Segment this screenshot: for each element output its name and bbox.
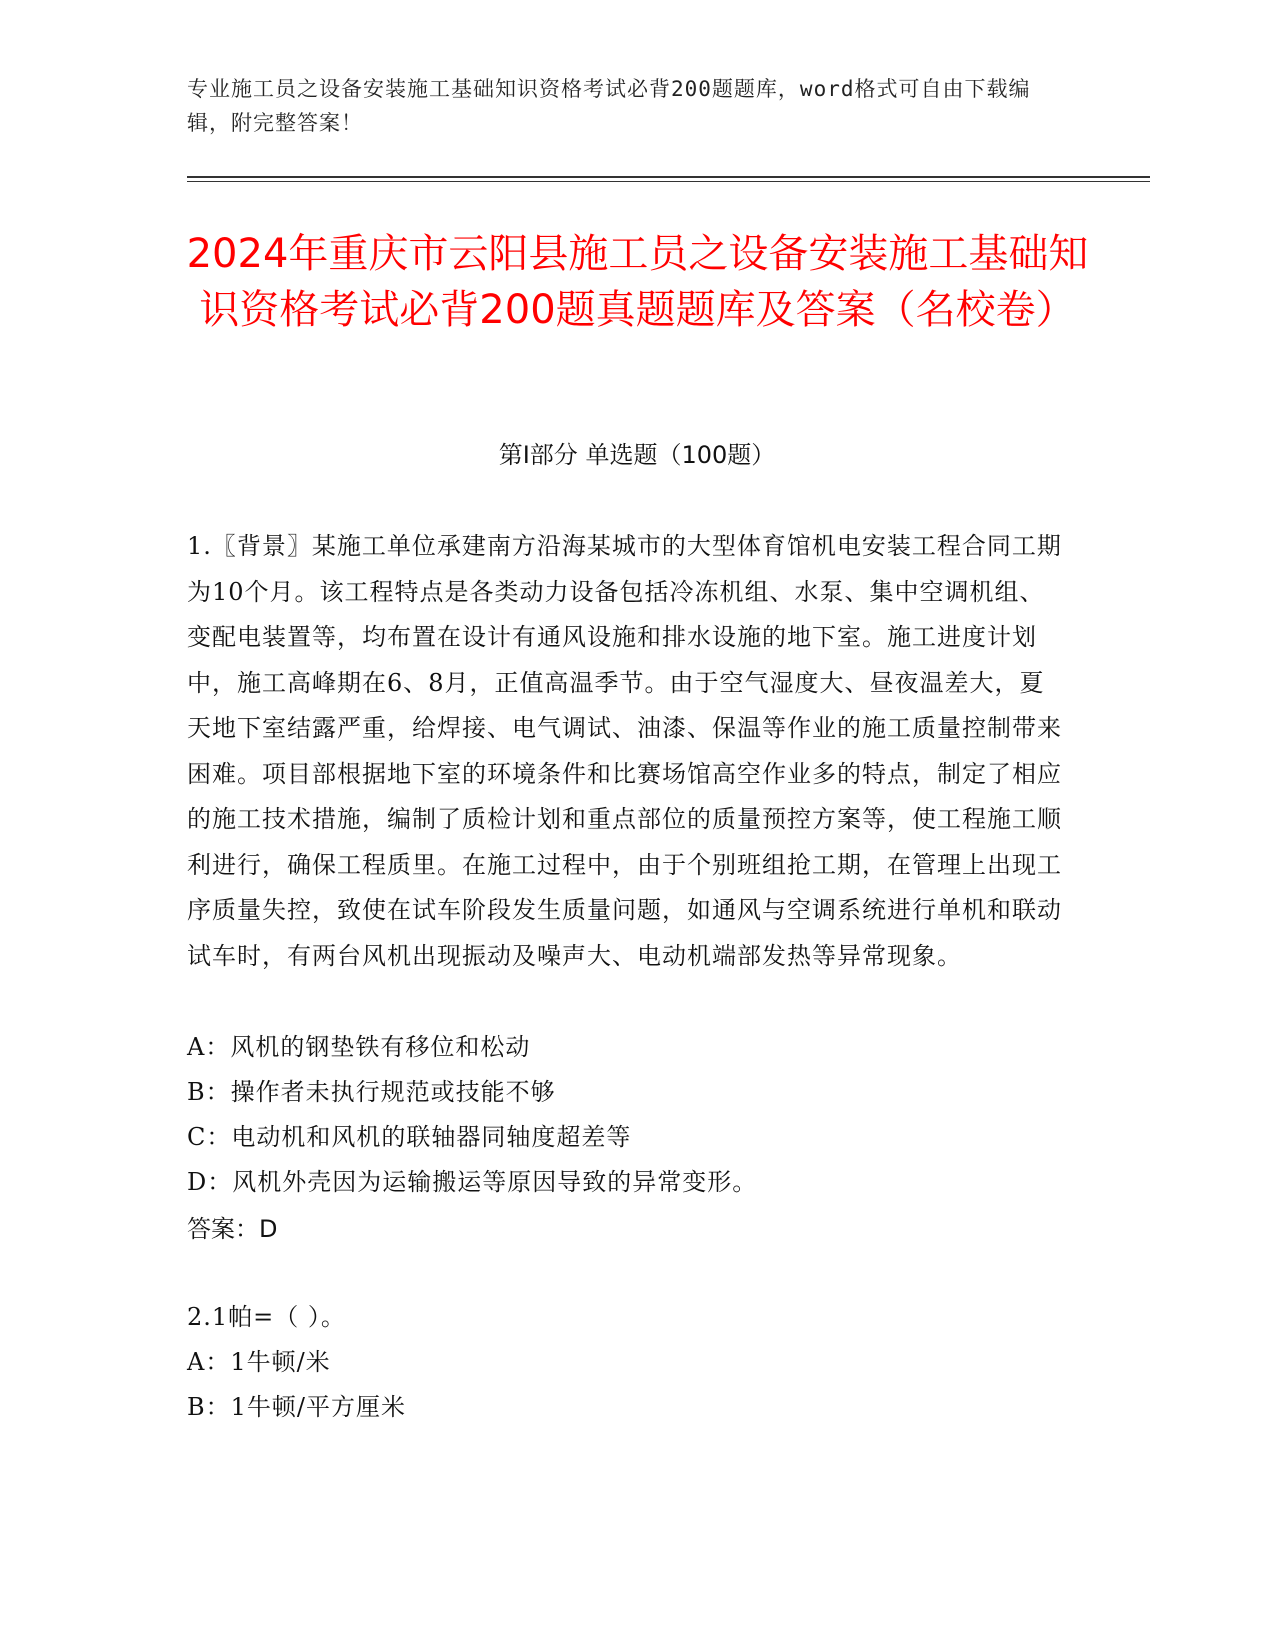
question-1-option-b: B：操作者未执行规范或技能不够 [187, 1078, 556, 1106]
question-1-option-d: D：风机外壳因为运输搬运等原因导致的异常变形。 [187, 1168, 758, 1196]
question-1-answer: 答案：D [187, 1215, 278, 1243]
section-heading: 第I部分 单选题（100题） [498, 441, 776, 469]
document-title: 2024年重庆市云阳县施工员之设备安装施工基础知识资格考试必背200题真题题库及答案（名校卷） [186, 231, 1089, 333]
header-note: 专业施工员之设备安装施工基础知识资格考试必背200题题库，word格式可自由下载编辑，附完整答案！ [187, 77, 1031, 135]
question-1-stem: 1.〖背景〗某施工单位承建南方沿海某城市的大型体育馆机电安装工程合同工期为10个月。该工程特点是各类动力设备包括冷冻机组、水泵、集中空调机组、变配电装置等，均布置在设计有通风设施和排水设施的地下室。施工进度计划中，施工高峰期在6、8月，正值高温季节。由于空气湿度大、昼夜温差大，夏天地下室结露严重，给焊接、电气调试、油漆、保温等作业的施工质量控制带来困难。项目部根据地下室的环境条件和比赛场馆高空作业多的特点，制定了相应的施工技术措施，编制了质检计划和重点部位的质量预控方案等，使工程施工顺利进行，确保工程质里。在施工过程中，由于个别班组抢工期，在管理上出现工序质量失控，致使在试车阶段发生质量问题，如通风与空调系统进行单机和联动试车时，有两台风机出现振动及噪声大、电动机端部发热等异常现象。 [187, 532, 1062, 970]
question-2-option-b: B：1牛顿/平方厘米 [187, 1393, 406, 1421]
question-2-option-a: A：1牛顿/米 [187, 1348, 331, 1376]
question-2-stem: 2.1帕=（ ）。 [187, 1303, 346, 1331]
header-divider-thick [187, 176, 1150, 178]
question-1-option-c: C：电动机和风机的联轴器同轴度超差等 [187, 1123, 632, 1151]
question-1-option-a: A：风机的钢垫铁有移位和松动 [187, 1033, 531, 1061]
header-divider-thin [187, 181, 1150, 182]
